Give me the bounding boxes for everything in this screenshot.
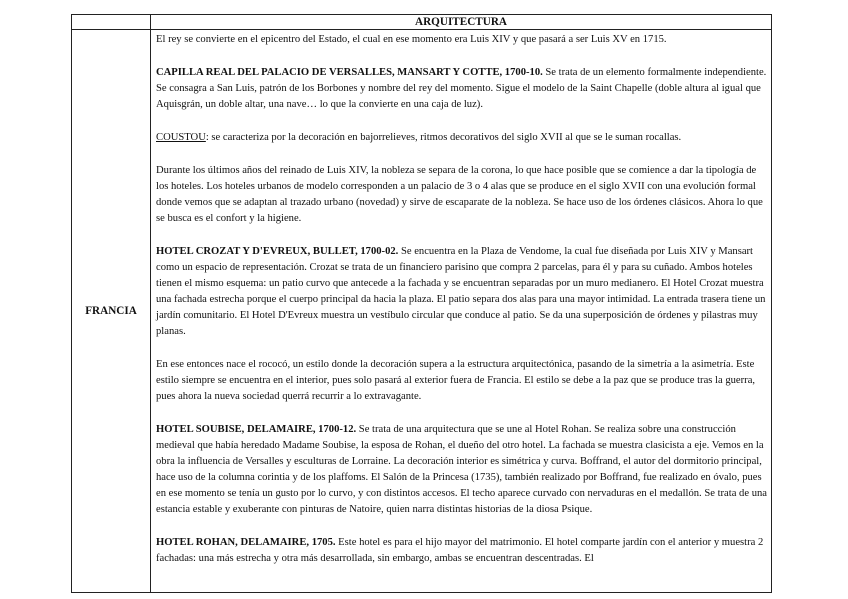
heading-capilla-real: CAPILLA REAL DEL PALACIO DE VERSALLES, MANSART Y COTTE, 1700-10. xyxy=(156,67,543,79)
paragraph-intro: El rey se convierte en el epicentro del Estado, el cual en ese momento era Luis XIV y que pasará a ser Luis XV en 1715. xyxy=(156,34,667,45)
paragraph-rococo: En ese entonces nace el rococó, un estilo donde la decoración supera a la estructura arquitectónica, pasando de la simetría a la asimetría. Este estilo siempre se encuentra en el interior, pues solo pasará al exterior fuera de Francia. El estilo se debe a la paz que se produce tras la guerra, pues ahora la nueva sociedad querrá recurrir a lo extravagante. xyxy=(156,359,756,402)
text-capilla-real: Se trata de un elemento formalmente independiente. Se consagra a San Luis, patrón de los Borbones y nombre del rey del momento. Sigue el modelo de la Saint Chapelle (doble altura al igual que Aquisgrán, un doble altar, una nave… lo que la convierte en una caja de luz). xyxy=(156,67,767,111)
paragraph-capilla-real xyxy=(156,65,767,113)
heading-hotel-rohan: HOTEL ROHAN, DELAMAIRE, 1705. xyxy=(156,536,336,548)
country-label: FRANCIA xyxy=(72,30,151,593)
paragraph-hoteles: Durante los últimos años del reinado de Luis XIV, la nobleza se separa de la corona, lo que hace posible que se comience a dar la tipología de los hoteles. Los hoteles urbanos de modelo corresponden a un palacio de 3 o 4 alas que se produce en el siglo XVII con una evolución formal donde vemos que se adaptan al trazado urbano (novedad) y sirve de escaparate de la nobleza. Se hace uso de los órdenes clásicos. Ahora lo que se busca es el confort y la higiene. xyxy=(156,165,763,225)
header-title: ARQUITECTURA xyxy=(151,15,772,30)
paragraph-hotel-soubise xyxy=(156,422,767,517)
text-coustou: : se caracteriza por la decoración en bajorrelieves, ritmos decorativos del siglo XVII al que se le suman rocallas. xyxy=(205,132,682,144)
document-table xyxy=(71,14,772,593)
text-hotel-crozat: Se encuentra en la Plaza de Vendome, la cual fue diseñada por Luis XIV y Mansart como un espacio de representación. Crozat se trata de un financiero parisino que compra 2 parcelas, para él y para su cuñado. Ambos hoteles tienen el mismo esquema: un patio curvo que antecede a la fachada y se encuentran separadas por un muro medianero. El Hotel Crozat muestra una fachada estrecha porque el cuerpo principal da hacia la plaza. El patio separa dos alas para una mayor intimidad. La entrada trasera tiene un jardín comunitario. El Hotel D'Evreux muestra un vestíbulo circular que conduce al patio. Se da una superposición de órdenes y pilastras muy planas. xyxy=(156,246,766,337)
heading-hotel-soubise: HOTEL SOUBISE, DELAMAIRE, 1700-12. xyxy=(156,424,357,436)
header-row xyxy=(72,15,772,30)
heading-coustou: COUSTOU xyxy=(156,132,206,144)
paragraph-coustou xyxy=(156,130,767,146)
content-cell xyxy=(151,30,772,593)
text-hotel-soubise: Se trata de una arquitectura que se une al Hotel Rohan. Se realiza sobre una construcción medieval que había heredado Madame Soubise, la esposa de Rohan, el dueño del otro hotel. La fachada se muestra clasicista a eje. Vemos en la obra la influencia de Versalles y esculturas de Lorraine. La decoración interior es simétrica y curva. Boffrand, el autor del dormitorio principal, hace uso de la columna corintia y de los plaffoms. El Salón de la Princesa (1735), también realizado por Boffrand, fue realizado en óvalo, pues en ese momento se tenía un gusto por lo curvo, y con distintos accesos. El techo aparece curvado con nervaduras en el medallón. Se trata de una estancia estable y exuberante con pinturas de Natoire, quien narra distintas historias de la diosa Psique. xyxy=(156,424,767,515)
header-empty-cell xyxy=(72,15,151,30)
paragraph-hotel-crozat xyxy=(156,244,767,339)
paragraph-hotel-rohan xyxy=(156,535,767,567)
text-hotel-rohan: Este hotel es para el hijo mayor del matrimonio. El hotel comparte jardín con el anterior y muestra 2 fachadas: una más estrecha y otra más desarrollada, sin embargo, ambas se encuentran descentradas. El xyxy=(156,536,764,564)
heading-hotel-crozat: HOTEL CROZAT Y D'EVREUX, BULLET, 1700-02. xyxy=(156,246,399,258)
content-row xyxy=(72,30,772,593)
